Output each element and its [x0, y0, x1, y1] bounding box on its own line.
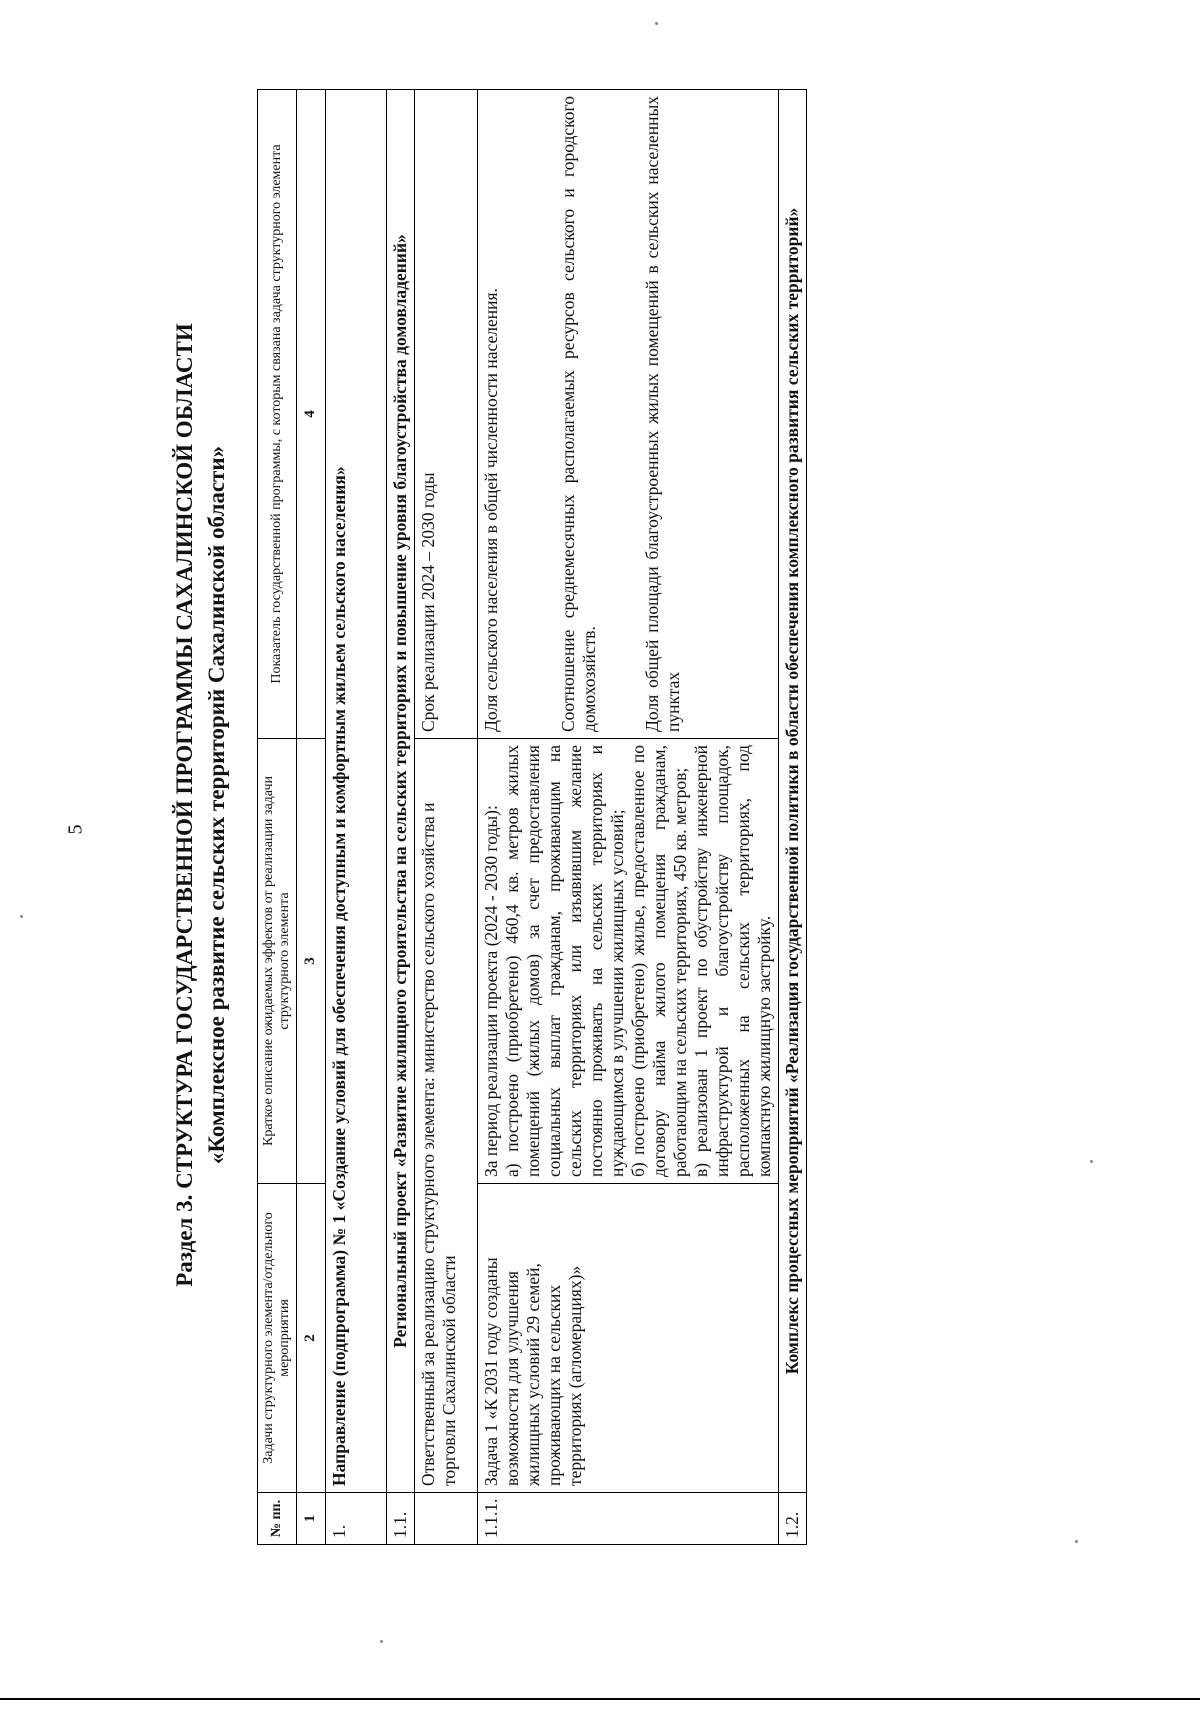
header-indicator: Показатель государственной программы, с которым связана задача структурного элемента [258, 90, 297, 739]
task-indicators [478, 90, 779, 739]
task-number: 1.1.1. [478, 1493, 779, 1545]
scan-edge-line [0, 1698, 1200, 1700]
implementation-period: Срок реализации 2024 – 2030 годы [415, 90, 478, 739]
page-title: Раздел 3. СТРУКТУРА ГОСУДАРСТВЕННОЙ ПРОГРАММЫ САХАЛИНСКОЙ ОБЛАСТИ [172, 323, 197, 1287]
scan-speck [380, 1640, 383, 1643]
scan-speck [1075, 1540, 1078, 1543]
scan-speck [1090, 1160, 1093, 1163]
scan-speck [20, 915, 23, 918]
task-row [478, 90, 779, 1545]
column-number-4: 4 [297, 90, 326, 739]
indicator-housing-area: Доля общей площади благоустроенных жилых помещений в сельских населенных пунктах [642, 96, 683, 732]
indicator-income-ratio: Соотношение среднемесячных располагаемых ресурсов сельского и городского домохозяйств. [558, 96, 599, 732]
indicator-rural-share: Доля сельского населения в общей численности населения. [481, 288, 501, 732]
effect-b: б) построено (приобретено) жилье, предоставленное по договору найма жилого помещения гражданам, работающим на сельских территориях, 450 кв. метров; [628, 745, 690, 1177]
header-number: № пп. [258, 1493, 297, 1545]
task-description: Задача 1 «К 2031 году созданы возможности для улучшения жилищных условий 29 семей, проживающих на сельских территориях (агломерациях)» [478, 1184, 779, 1493]
column-number-3: 3 [297, 739, 326, 1184]
table-header-row [258, 90, 297, 1545]
column-number-row [297, 90, 326, 1545]
page-number: 5 [64, 824, 87, 835]
structure-table [257, 89, 807, 1545]
responsible-number-cell [415, 1493, 478, 1545]
effect-c: в) реализован 1 проект по обустройству инженерной инфраструктурой и благоустройству площадок, расположенных на сельских территориях, под компактную жилищную застройку. [691, 745, 774, 1177]
complex-title: Комплекс процессных мероприятий «Реализация государственной политики в области обеспечения комплексного развития сельских территорий» [779, 90, 807, 1493]
direction-row [326, 90, 387, 1545]
direction-number: 1. [326, 1493, 387, 1545]
page-subtitle: «Комплексное развитие сельских территорий Сахалинской области» [204, 445, 229, 1165]
header-task: Задачи структурного элемента/отдельного мероприятия [258, 1184, 297, 1493]
direction-title: Направление (подпрограмма) № 1 «Создание условий для обеспечения доступным и комфортным жильем сельского населения» [326, 90, 387, 1493]
effects-intro: За период реализации проекта (2024 - 2030 годы): [481, 805, 501, 1177]
project-number: 1.1. [387, 1493, 415, 1545]
responsible-text: Ответственный за реализацию структурного элемента: министерство сельского хозяйства и торговли Сахалинской области [415, 739, 478, 1493]
scan-speck [655, 22, 658, 25]
column-number-1: 1 [297, 1493, 326, 1545]
complex-row [779, 90, 807, 1545]
task-effects [478, 739, 779, 1184]
column-number-2: 2 [297, 1184, 326, 1493]
header-effects: Краткое описание ожидаемых эффектов от реализации задачи структурного элемента [258, 739, 297, 1184]
effect-a: а) построено (приобретено) 460,4 кв. метров жилых помещений (жилых домов) за счет предоставления социальных выплат гражданам, проживающим на сельских территориях или изъявившим желание постоянно проживать на сельских территориях и нуждающимся в улучшении жилищных условий; [502, 745, 627, 1177]
project-title: Региональный проект «Развитие жилищного строительства на сельских территориях и повышение уровня благоустройства домовладений» [387, 90, 415, 1493]
complex-number: 1.2. [779, 1493, 807, 1545]
rotated-document [170, 65, 1070, 1545]
project-row [387, 90, 415, 1545]
responsible-row [415, 90, 478, 1545]
